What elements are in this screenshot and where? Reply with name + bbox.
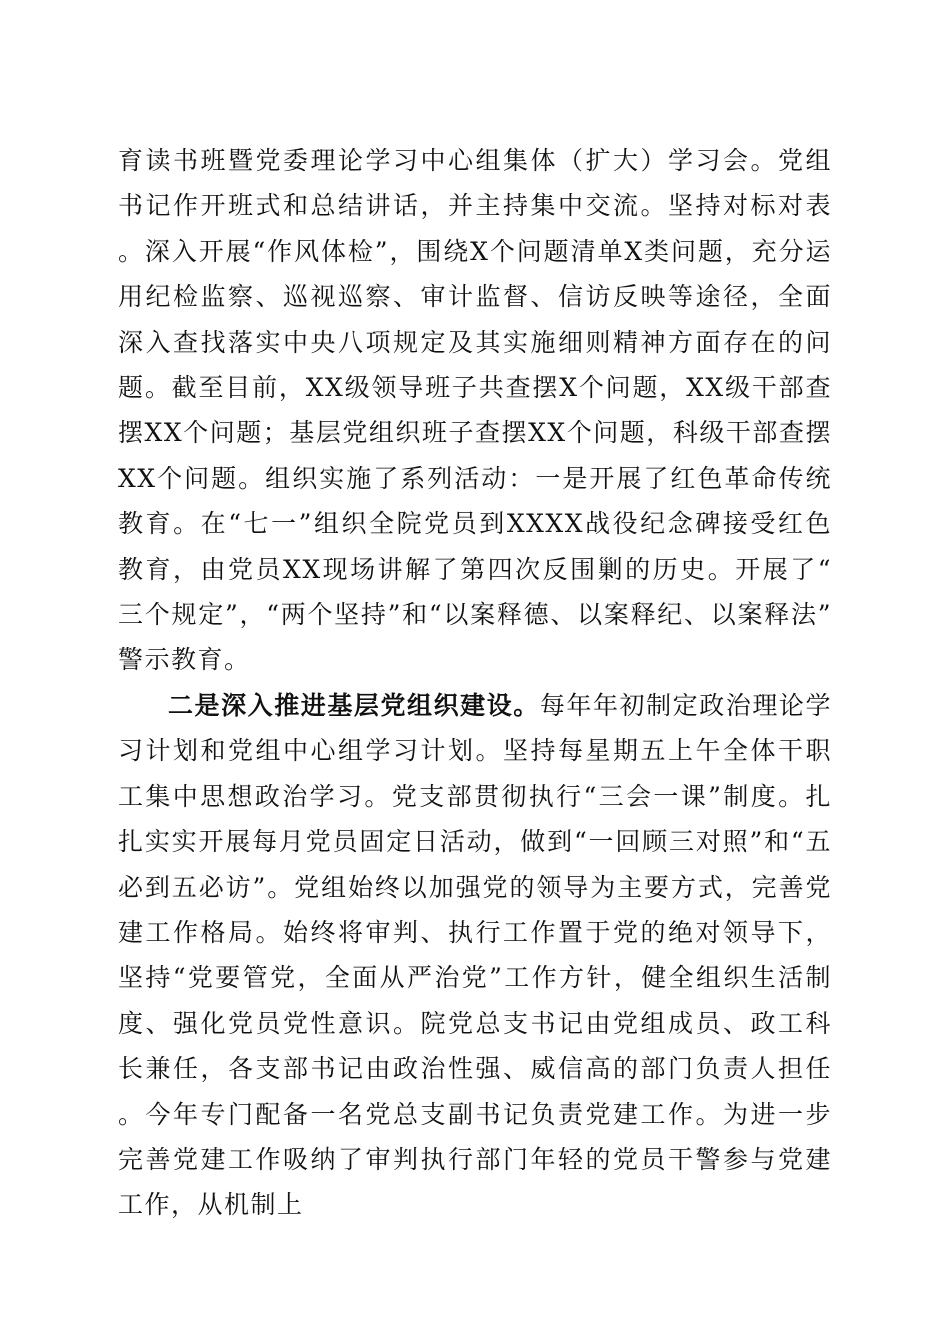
paragraph-grassroots-party-building [118, 683, 832, 1228]
document-body [118, 138, 832, 1228]
paragraph-continued: 育读书班暨党委理论学习中心组集体（扩大）学习会。党组书记作开班式和总结讲话，并主持集中交流。坚持对标对表。深入开展“作风体检”，围绕X个问题清单X类问题，充分运用纪检监察、巡视巡察、审计监督、信访反映等途径，全面深入查找落实中央八项规定及其实施细则精神方面存在的问题。截至目前，XX级领导班子共查摆X个问题，XX级干部查摆XX个问题；基层党组织班子查摆XX个问题，科级干部查摆XX个问题。组织实施了系列活动：一是开展了红色革命传统教育。在“七一”组织全院党员到XXXX战役纪念碑接受红色教育，由党员XX现场讲解了第四次反围剿的历史。开展了“三个规定”，“两个坚持”和“以案释德、以案释纪、以案释法”警示教育。 [118, 146, 832, 675]
paragraph-lead-heading: 二是深入推进基层党组织建设。 [168, 690, 540, 720]
paragraph-body-text: 每年年初制定政治理论学习计划和党组中心组学习计划。坚持每星期五上午全体干职工集中思想政治学习。党支部贯彻执行“三会一课”制度。扎扎实实开展每月党员固定日活动，做到“一回顾三对照”和“五必到五必访”。党组始终以加强党的领导为主要方式，完善党建工作格局。始终将审判、执行工作置于党的绝对领导下，坚持“党要管党，全面从严治党”工作方针，健全组织生活制度、强化党员党性意识。院党总支书记由党组成员、政工科长兼任，各支部书记由政治性强、威信高的部门负责人担任。今年专门配备一名党总支副书记负责党建工作。为进一步完善党建工作吸纳了审判执行部门年轻的党员干警参与党建工作，从机制上 [118, 690, 832, 1220]
